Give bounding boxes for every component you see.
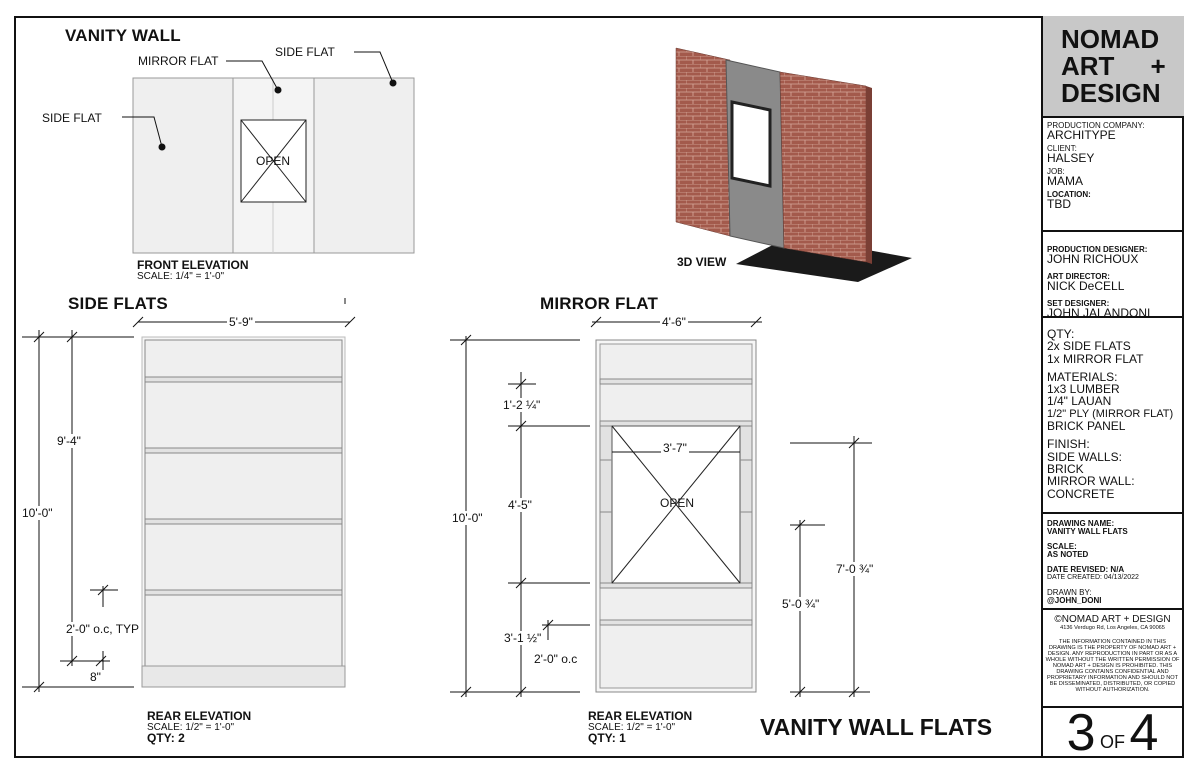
- page-current: 3: [1066, 704, 1096, 762]
- front-elevation-title: FRONT ELEVATION: [137, 258, 249, 272]
- side-flats-caption: [147, 711, 251, 744]
- sheet-title: VANITY WALL FLATS: [760, 714, 993, 740]
- title-block-divider: [1041, 16, 1043, 758]
- mirror-flat-top-rail-dim: 1'-2 ¼": [503, 398, 541, 412]
- note-line: 1/2" PLY (MIRROR FLAT): [1047, 407, 1174, 420]
- scale-value: AS NOTED: [1047, 550, 1089, 559]
- drawing-name-label: DRAWING NAME:: [1047, 519, 1115, 528]
- project-info: [1041, 118, 1184, 232]
- front-open-label: OPEN: [256, 154, 291, 168]
- location-label: LOCATION:: [1047, 190, 1091, 199]
- drawing-info: [1041, 514, 1184, 610]
- production-company-label: PRODUCTION COMPANY:: [1047, 121, 1145, 130]
- mirror-flat-head-dim: 7'-0 ¾": [836, 562, 874, 576]
- side-flat-label-left: SIDE FLAT: [42, 111, 102, 125]
- general-notes: [1041, 318, 1184, 514]
- note-line: 1x3 LUMBER: [1047, 382, 1120, 397]
- logo-line-2: ART +: [1061, 51, 1166, 81]
- note-line: QTY:: [1047, 327, 1075, 341]
- date-created: DATE CREATED: 04/13/2022: [1047, 574, 1139, 581]
- mirror-flat-qty: QTY: 1: [588, 731, 626, 745]
- side-flats-height-dim: 10'-0": [22, 506, 53, 520]
- note-line: 1x MIRROR FLAT: [1047, 351, 1144, 366]
- note-line: SIDE WALLS:: [1047, 449, 1122, 464]
- company-logo: [1041, 16, 1184, 118]
- vanity-wall-heading: VANITY WALL: [65, 26, 181, 45]
- front-elevation-caption: [137, 260, 249, 282]
- note-line: MATERIALS:: [1047, 369, 1118, 384]
- side-flat-label-top: SIDE FLAT: [275, 45, 335, 59]
- copyright-text: ©NOMAD ART + DESIGN: [1054, 614, 1171, 625]
- note-line: BRICK PANEL: [1047, 419, 1126, 434]
- disclaimer-text: THE INFORMATION CONTAINED IN THIS DRAWING IS THE PROPERTY OF NOMAD ART + DESIGN. ANY REPRODUCTION IN PART OR AS A WHOLE WITHOUT THE WRITTEN PERMISSION OF NOMAD ART + DESIGN IS PROHIBITED. THIS DRAWING CONTAINS CONFIDENTIAL AND PROPRIETARY INFORMATION AND SHOULD NOT BE DISSEMINATED, DISTRIBUTED, OR COPIED WITHOUT AUTHORIZATION.: [1045, 639, 1180, 693]
- page-number: [1041, 704, 1184, 762]
- front-elevation: [122, 52, 414, 253]
- mirror-flat-heading: MIRROR FLAT: [540, 294, 659, 313]
- design-team: [1041, 232, 1184, 318]
- scale-label: SCALE:: [1047, 542, 1077, 551]
- set-designer-value: JOHN JALANDONI: [1047, 306, 1151, 320]
- production-designer-value: JOHN RICHOUX: [1047, 252, 1139, 266]
- title-block: [1041, 16, 1184, 762]
- logo-line-3: DESIGN: [1061, 78, 1161, 108]
- art-director-value: NICK DeCELL: [1047, 279, 1125, 293]
- mirror-flat-height-dim: 10'-0": [452, 511, 483, 525]
- side-flats-qty: QTY: 2: [147, 731, 185, 745]
- side-flats-scale: SCALE: 1/2" = 1'-0": [147, 722, 235, 733]
- mirror-flat-open-label: OPEN: [660, 496, 695, 510]
- mirror-flat-caption-title: REAR ELEVATION: [588, 709, 693, 723]
- note-line: CONCRETE: [1047, 486, 1115, 501]
- drawn-by-label: DRAWN BY:: [1047, 588, 1092, 597]
- mirror-flat-opening-height-dim: 4'-5": [508, 498, 532, 512]
- production-designer-label: PRODUCTION DESIGNER:: [1047, 245, 1148, 254]
- note-line: MIRROR WALL:: [1047, 474, 1135, 489]
- production-company-value: ARCHITYPE: [1047, 128, 1116, 142]
- note-line: BRICK: [1047, 461, 1084, 476]
- side-flats-heading: SIDE FLATS: [68, 294, 168, 313]
- view-3d-label: 3D VIEW: [677, 255, 727, 269]
- logo-line-1: NOMAD: [1061, 24, 1160, 54]
- mirror-flat-bottom-rail-dim: 3'-1 ½": [504, 631, 542, 645]
- client-value: HALSEY: [1047, 151, 1095, 165]
- side-flats-caption-title: REAR ELEVATION: [147, 709, 252, 723]
- date-revised: DATE REVISED: N/A: [1047, 565, 1125, 574]
- side-flats-oc-dim: 2'-0" o.c, TYP: [66, 622, 140, 636]
- client-label: CLIENT:: [1047, 144, 1077, 153]
- side-flats-width-dim: 5'-9": [229, 315, 253, 329]
- location-value: TBD: [1047, 197, 1071, 211]
- note-line: 1/4" LAUAN: [1047, 394, 1112, 409]
- view-3d-render: [676, 48, 912, 282]
- note-line: 2x SIDE FLATS: [1047, 339, 1131, 354]
- mirror-flat-scale: SCALE: 1/2" = 1'-0": [588, 722, 676, 733]
- mirror-flat-caption: [588, 711, 692, 744]
- set-designer-label: SET DESIGNER:: [1047, 299, 1110, 308]
- mirror-flat-label: MIRROR FLAT: [138, 54, 219, 68]
- mirror-flat-width-dim: 4'-6": [662, 315, 686, 329]
- drawing-name-value: VANITY WALL FLATS: [1047, 527, 1128, 536]
- side-flats-section-dim: 9'-4": [57, 434, 81, 448]
- job-value: MAMA: [1047, 174, 1083, 188]
- mirror-flat-oc-dim: 2'-0" o.c: [534, 652, 578, 666]
- mirror-flat-sill-dim: 5'-0 ¾": [782, 597, 820, 611]
- address-text: 4136 Verdugo Rd, Los Angeles, CA 90065: [1060, 625, 1165, 631]
- job-label: JOB:: [1047, 167, 1065, 176]
- side-flats-bottom-dim: 8": [90, 670, 101, 684]
- front-elevation-scale: SCALE: 1/4" = 1'-0": [137, 271, 225, 282]
- copyright-block: [1041, 610, 1184, 708]
- drawn-by-value: @JOHN_DONI: [1047, 596, 1102, 605]
- note-line: FINISH:: [1047, 437, 1090, 452]
- art-director-label: ART DIRECTOR:: [1047, 272, 1110, 281]
- page-total: 4: [1129, 704, 1159, 762]
- mirror-flat-opening-width-dim: 3'-7": [663, 441, 687, 455]
- page-of: OF: [1100, 732, 1125, 752]
